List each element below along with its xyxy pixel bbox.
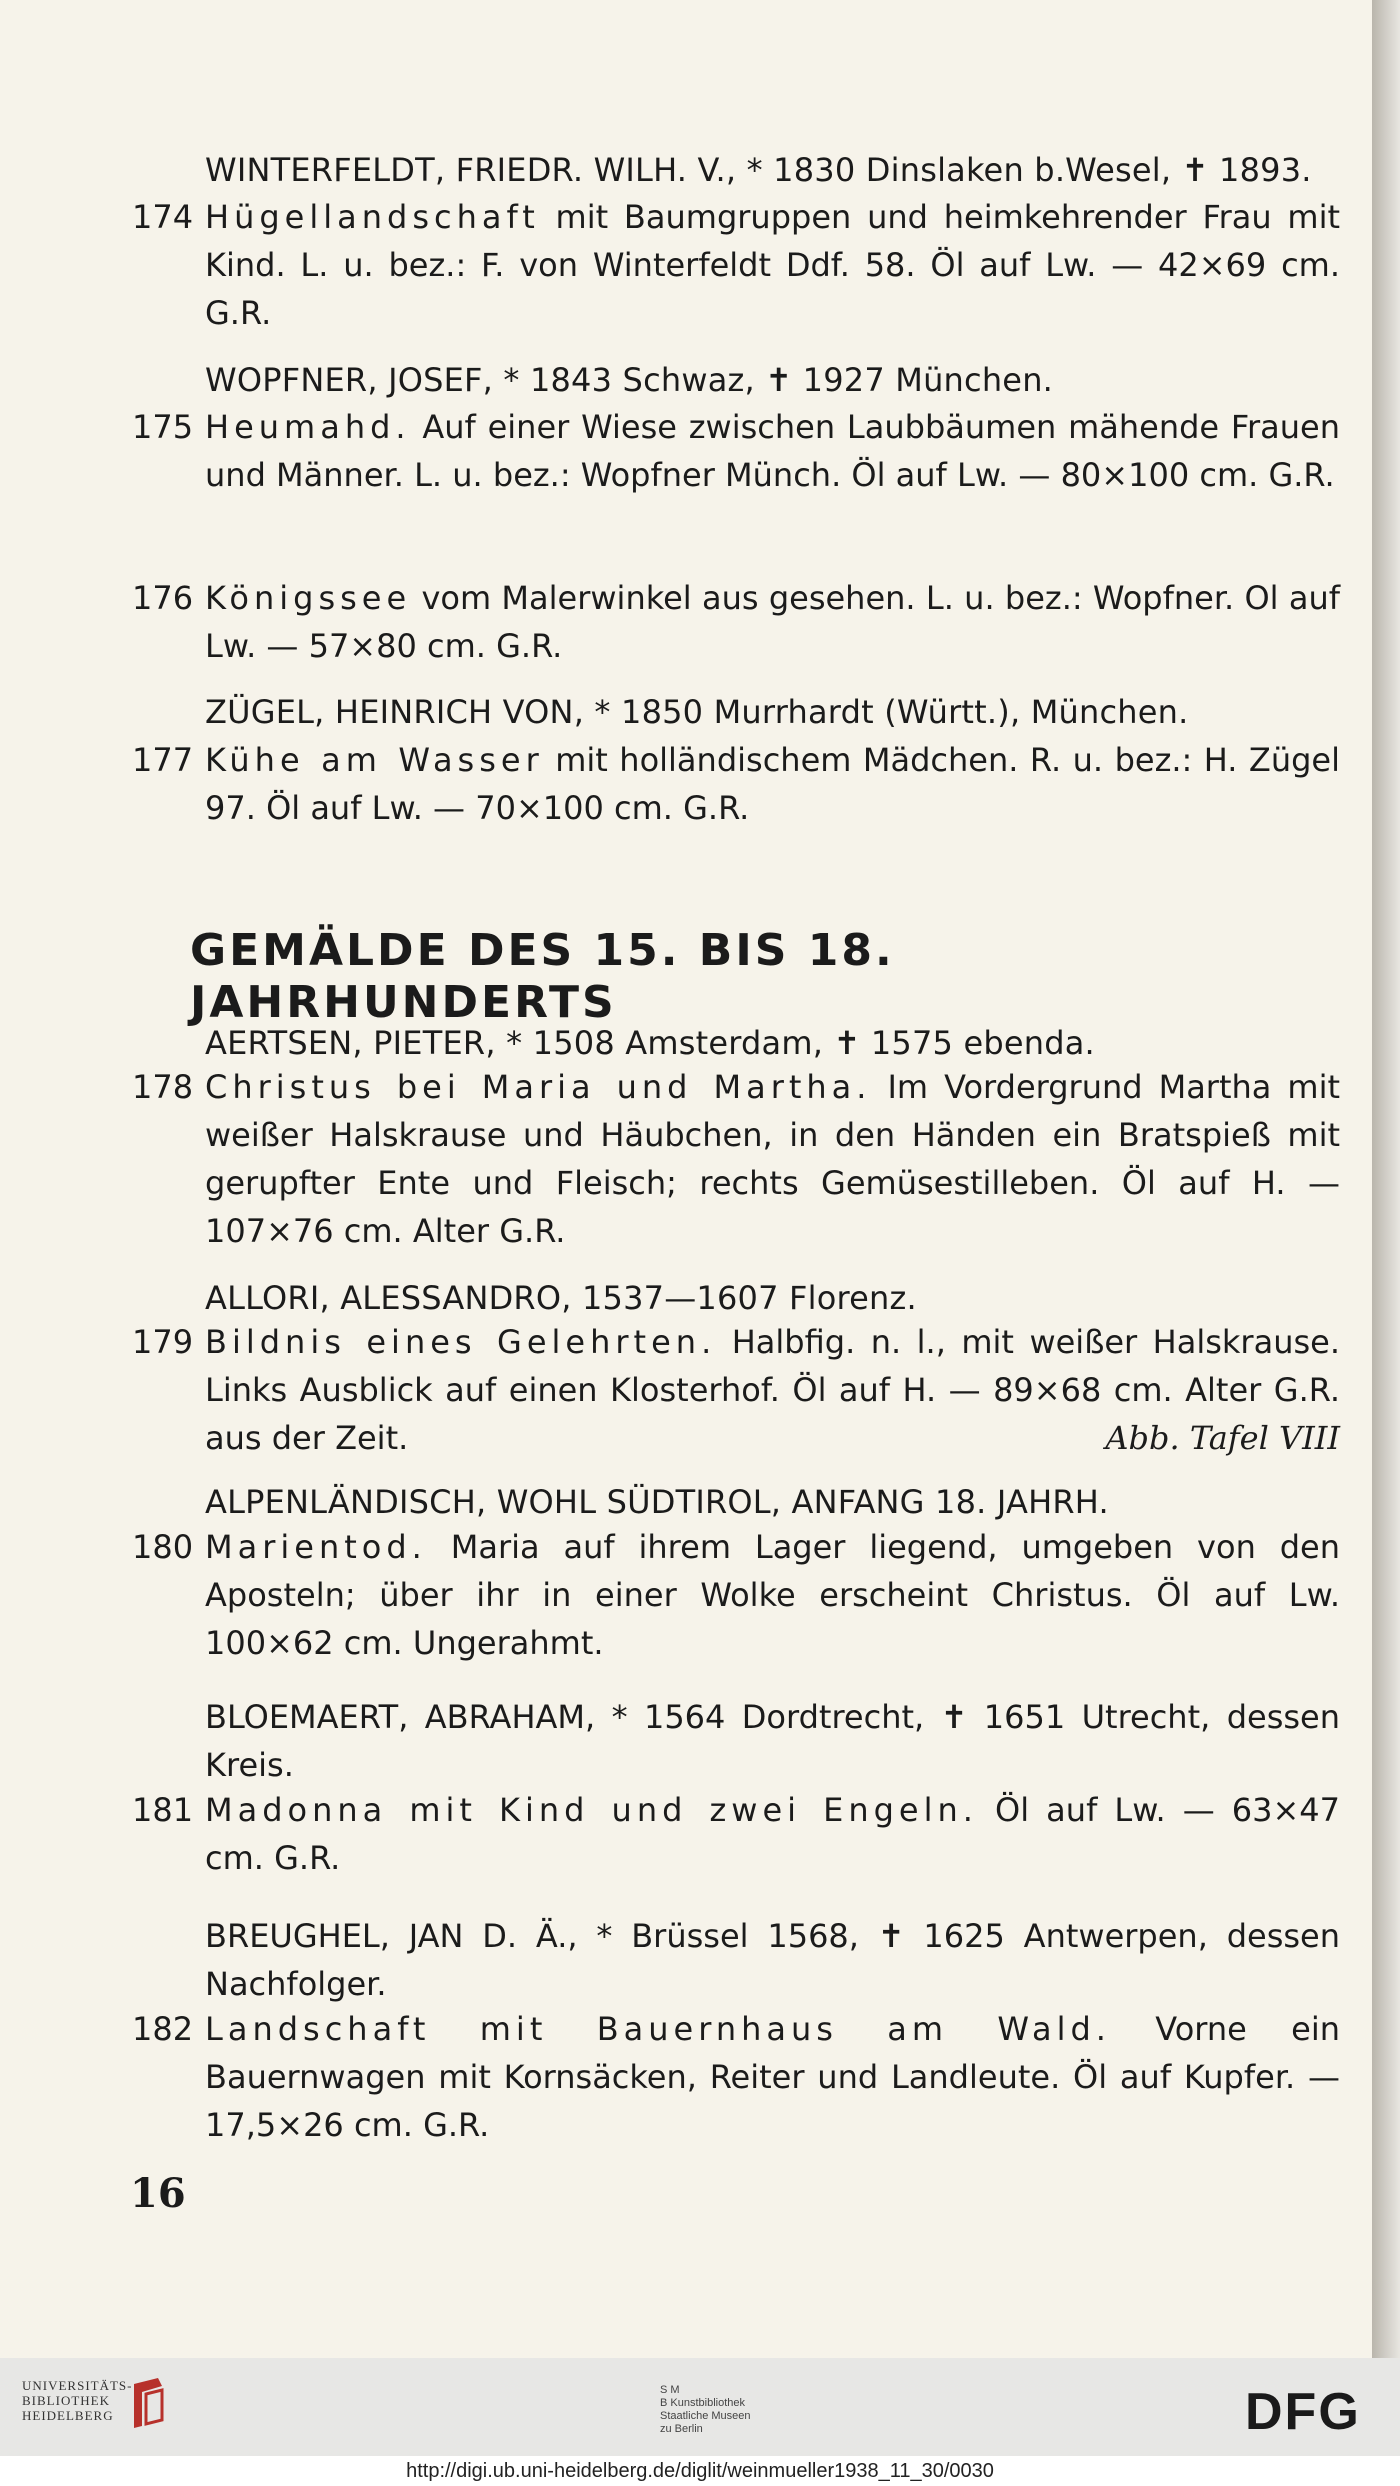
artist-heading: WOPFNER, JOSEF, * 1843 Schwaz, ✝ 1927 München. [205, 361, 1054, 399]
lot-description [205, 403, 1340, 499]
museum-line: Staatliche Museen [660, 2410, 751, 2422]
lot-number: 174 [132, 198, 194, 236]
lot-number: 178 [132, 1068, 194, 1106]
library-line: HEIDELBERG [22, 2408, 114, 2423]
section-title: GEMÄLDE DES 15. BIS 18. JAHRHUNDERTS [190, 925, 895, 1028]
lot-title: Heumahd. [205, 408, 411, 446]
lot-number: 182 [132, 2010, 194, 2048]
lot-title: Madonna mit Kind und zwei Engeln. [205, 1791, 978, 1829]
lot-number: 176 [132, 579, 194, 617]
digitization-footer [0, 2358, 1400, 2456]
lot-text: vom Malerwinkel aus gesehen. L. u. bez.: Wopfner. Ol auf Lw. — 57×80 cm. G.R. [205, 579, 1340, 665]
lot-description [205, 574, 1340, 670]
museum-line: zu Berlin [660, 2423, 703, 2435]
lot-title: Kühe am Wasser [205, 741, 544, 779]
page-edge-shadow [1372, 0, 1400, 2358]
lot-text: mit holländischem Mädchen. R. u. bez.: H. Zügel 97. Öl auf Lw. — 70×100 cm. G.R. [205, 741, 1341, 827]
lot-title: Hügellandschaft [205, 198, 540, 236]
lot-text: mit Baumgruppen und heimkehrender Frau mit Kind. L. u. bez.: F. von Winterfeldt Ddf. 58. Öl auf Lw. — 42×69 cm. G.R. [205, 198, 1341, 332]
page-url-link[interactable]: http://digi.ub.uni-heidelberg.de/diglit/weinmueller1938_11_30/0030 [406, 2460, 994, 2482]
lot-number: 181 [132, 1791, 194, 1829]
library-line: UNIVERSITÄTS- [22, 2378, 133, 2393]
dfg-logo: DFG [1245, 2383, 1361, 2441]
lot-text: Maria auf ihrem Lager liegend, umgeben von den Aposteln; über ihr in einer Wolke erscheint Christus. Öl auf Lw. 100×62 cm. Ungerahmt. [205, 1528, 1340, 1662]
artist-heading: WINTERFELDT, FRIEDR. WILH. V., * 1830 Dinslaken b.Wesel, ✝ 1893. [205, 151, 1312, 189]
plate-caption: Abb. Tafel VIII [1105, 1419, 1340, 1457]
lot-description [205, 1318, 1340, 1462]
lot-description [205, 1063, 1340, 1255]
artist-heading: ALPENLÄNDISCH, WOHL SÜDTIROL, ANFANG 18. JAHRH. [205, 1483, 1109, 1521]
museum-line: B Kunstbibliothek [660, 2397, 745, 2409]
lot-text: Im Vordergrund Martha mit weißer Halskrause und Häubchen, in den Händen ein Bratspieß mit gerupfter Ente und Fleisch; rechts Gemüsestilleben. Öl auf H. — 107×76 cm. Alter G.R. [205, 1068, 1341, 1250]
lot-title: Landschaft mit Bauernhaus am Wald. [205, 2010, 1111, 2048]
lot-text: Auf einer Wiese zwischen Laubbäumen mähende Frauen und Männer. L. u. bez.: Wopfner Münch. Öl auf Lw. — 80×100 cm. G.R. [205, 408, 1341, 494]
lot-number: 179 [132, 1323, 194, 1361]
lot-number: 177 [132, 741, 194, 779]
lot-number: 180 [132, 1528, 194, 1566]
page-number: 16 [130, 2170, 186, 2217]
lot-text: Öl auf Lw. — 63×47 cm. G.R. [205, 1791, 1341, 1877]
museum-label [660, 2384, 751, 2436]
lot-text: Halbfig. n. l., mit weißer Halskrause. Links Ausblick auf einen Klosterhof. Öl auf H. — 89×68 cm. Alter G.R. aus der Zeit. [205, 1323, 1341, 1457]
ub-logo-icon [128, 2376, 168, 2430]
lot-title: Christus bei Maria und Martha. [205, 1068, 872, 1106]
artist-heading: BLOEMAERT, ABRAHAM, * 1564 Dordtrecht, ✝ 1651 Utrecht, dessen Kreis. [205, 1698, 1340, 1784]
lot-description [205, 1523, 1340, 1667]
lot-text: Vorne ein Bauernwagen mit Kornsäcken, Reiter und Landleute. Öl auf Kupfer. — 17,5×26 cm. G.R. [205, 2010, 1341, 2144]
artist-heading: BREUGHEL, JAN D. Ä., * Brüssel 1568, ✝ 1625 Antwerpen, dessen Nachfolger. [205, 1917, 1340, 2003]
url-bar [0, 2456, 1400, 2486]
artist-heading: AERTSEN, PIETER, * 1508 Amsterdam, ✝ 1575 ebenda. [205, 1024, 1095, 1062]
lot-description [205, 736, 1340, 832]
lot-number: 175 [132, 408, 194, 446]
museum-line: S M [660, 2384, 680, 2396]
lot-description [205, 1786, 1340, 1882]
library-line: BIBLIOTHEK [22, 2393, 110, 2408]
artist-heading: ZÜGEL, HEINRICH VON, * 1850 Murrhardt (Württ.), München. [205, 693, 1189, 731]
lot-description [205, 2005, 1340, 2149]
lot-title: Bildnis eines Gelehrten. [205, 1323, 717, 1361]
lot-title: Königssee [205, 579, 412, 617]
artist-heading: ALLORI, ALESSANDRO, 1537—1607 Florenz. [205, 1279, 917, 1317]
library-name [22, 2378, 133, 2423]
lot-title: Marientod. [205, 1528, 427, 1566]
lot-description [205, 193, 1340, 337]
